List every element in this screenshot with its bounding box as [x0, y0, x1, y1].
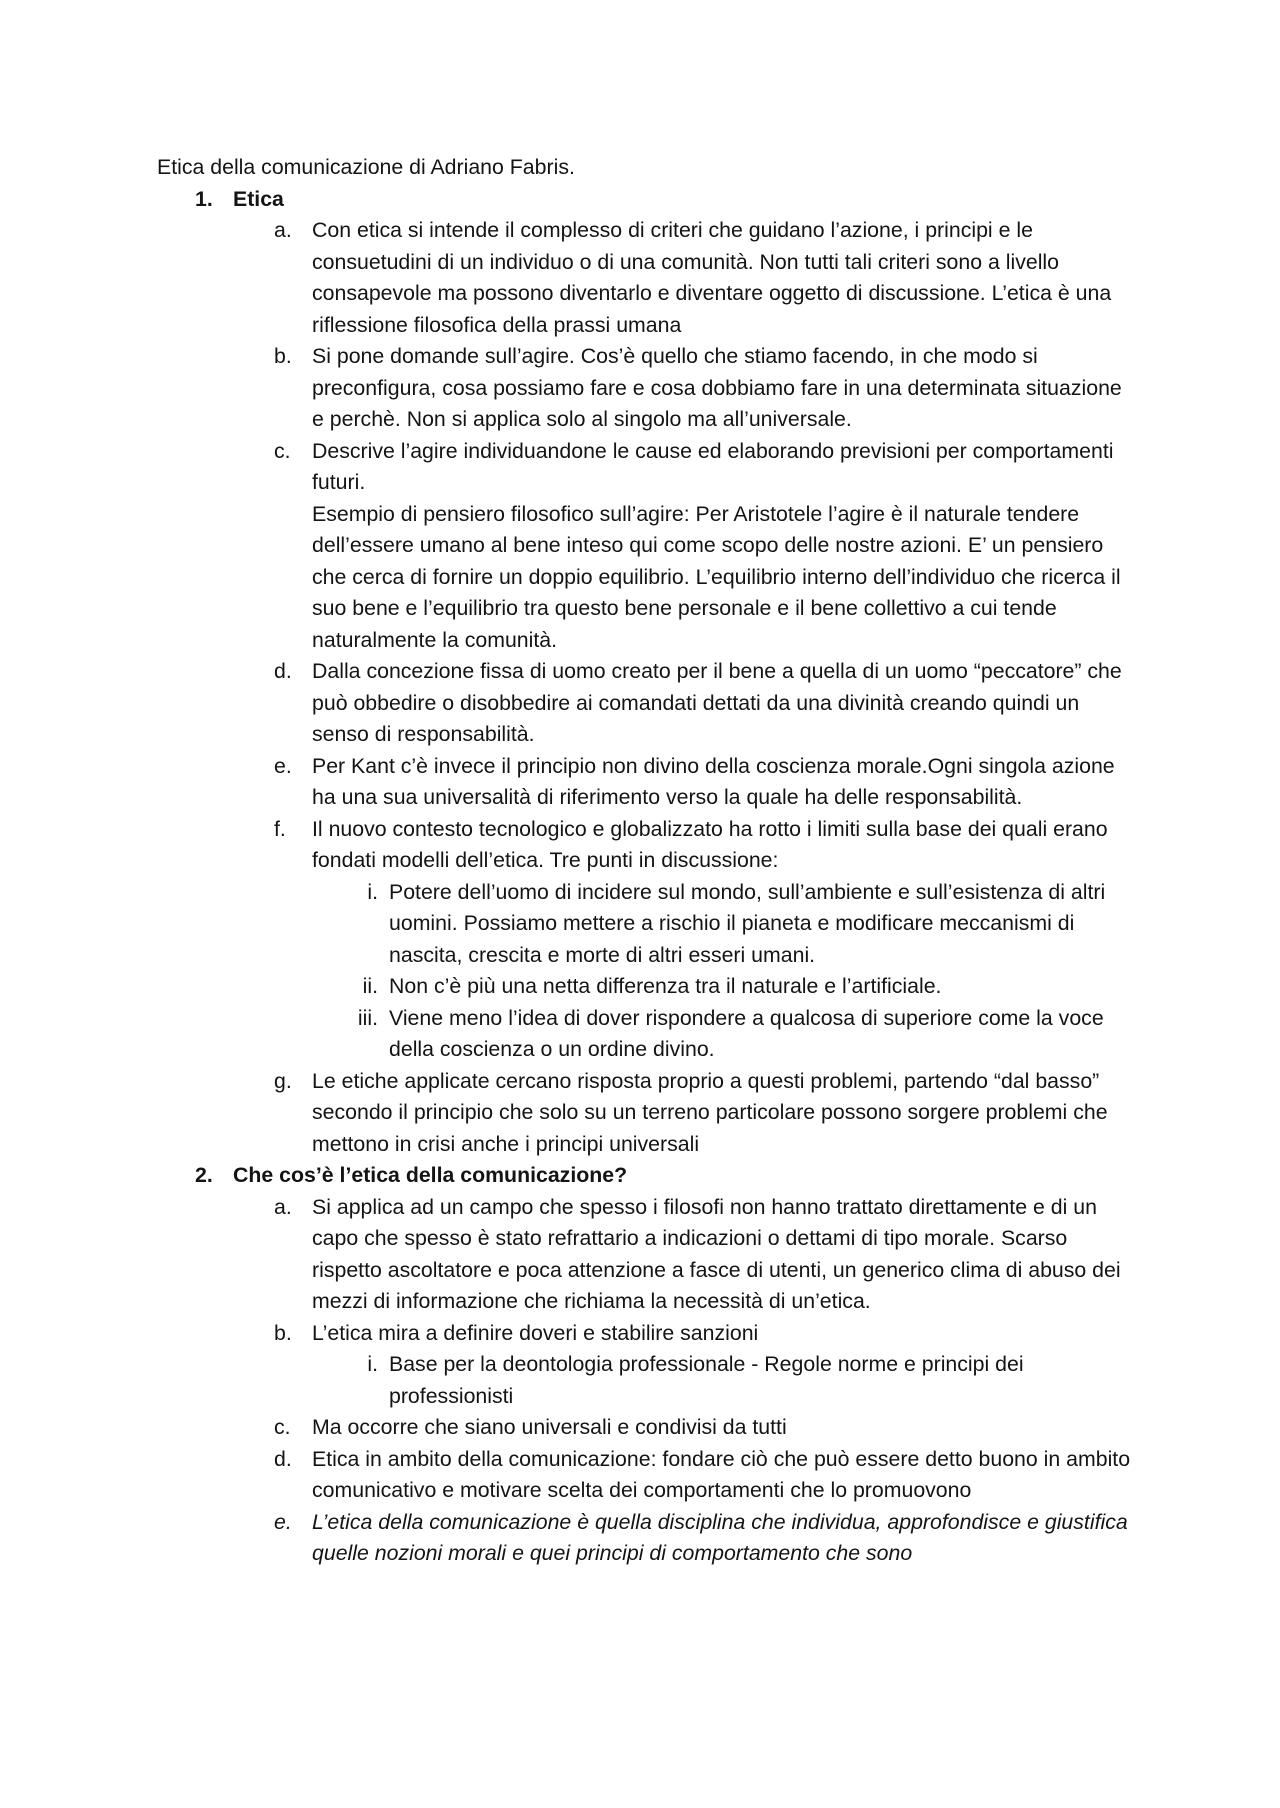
item-text: Ma occorre che siano universali e condivisi da tutti — [312, 1415, 787, 1439]
section-heading: Che cos’è l’etica della comunicazione? — [233, 1163, 628, 1187]
list-item — [157, 215, 1137, 341]
list-item — [157, 1507, 1137, 1570]
item-text: Per Kant c’è invece il principio non divino della coscienza morale.Ogni singola azione ha una sua universalità di riferimento verso la quale ha delle responsabilità. — [312, 753, 1115, 809]
document-title: Etica della comunicazione di Adriano Fabris. — [157, 155, 575, 179]
item-marker: c. — [274, 1415, 291, 1439]
section-heading: Etica — [233, 186, 284, 211]
item-text: Si pone domande sull’agire. Cos’è quello che stiamo facendo, in che modo si preconfigura, cosa possiamo fare e cosa dobbiamo fare in una determinata situazione e perchè. Non si applica solo al singolo ma all’universale. — [312, 344, 1122, 431]
item-text: Con etica si intende il complesso di criteri che guidano l’azione, i principi e le consuetudini di un individuo o di una comunità. Non tutti tali criteri sono a livello consapevole ma possono diventarlo e diventare oggetto di discussione. L’etica è una riflessione filosofica della prassi umana — [312, 218, 1112, 337]
item-text: Descrive l’agire individuandone le cause ed elaborando previsioni per comportamenti futuri. — [312, 438, 1114, 494]
list-item — [157, 751, 1137, 814]
list-item — [157, 436, 1137, 657]
list-item — [157, 1444, 1137, 1507]
sub-item-marker: ii. — [362, 974, 378, 998]
sub-item-marker: iii. — [357, 1005, 378, 1030]
sub-item-text: Potere dell’uomo di incidere sul mondo, sull’ambiente e sull’esistenza di altri uomini. Possiamo mettere a rischio il pianeta e modificare meccanismi di nascita, crescita e morte di altri esseri umani. — [389, 879, 1106, 967]
item-text: Si applica ad un campo che spesso i filosofi non hanno trattato direttamente e di un capo che spesso è stato refrattario a indicazioni o dettami di tipo morale. Scarso rispetto ascoltatore e poca attenzione a fasce di utenti, un generico clima di abuso dei mezzi di informazione che richiama la necessità di un’etica. — [312, 1194, 1121, 1313]
list-item — [157, 1412, 1137, 1444]
item-marker: c. — [274, 438, 291, 463]
section-etica-comunicazione — [157, 1160, 1137, 1570]
sub-item-text: Viene meno l’idea di dover rispondere a qualcosa di superiore come la voce della coscienza o un ordine divino. — [389, 1005, 1104, 1061]
document-content — [157, 152, 1137, 1570]
list-item — [157, 656, 1137, 751]
item-marker: a. — [274, 218, 292, 242]
section-list — [157, 184, 1137, 1570]
sub-item-marker: i. — [367, 879, 378, 904]
sub-item-list — [312, 1349, 1137, 1412]
item-marker: e. — [274, 753, 292, 778]
sub-item-list — [312, 877, 1137, 1066]
list-item — [157, 1192, 1137, 1318]
sub-item — [157, 1349, 1137, 1412]
list-item — [157, 1318, 1137, 1413]
item-marker: g. — [274, 1068, 292, 1093]
item-marker: d. — [274, 1446, 292, 1471]
sub-item — [157, 877, 1137, 972]
list-item — [157, 814, 1137, 1066]
item-marker: e. — [274, 1509, 292, 1534]
item-marker: d. — [274, 659, 292, 683]
sub-item-marker: i. — [367, 1352, 378, 1376]
item-text: Il nuovo contesto tecnologico e globalizzato ha rotto i limiti sulla base dei quali erano fondati modelli dell’etica. Tre punti in discussione: — [312, 816, 1108, 872]
list-item — [157, 341, 1137, 436]
item-list — [233, 215, 1137, 1160]
item-text: Le etiche applicate cercano risposta proprio a questi problemi, partendo “dal basso” secondo il principio che solo su un terreno particolare possono sorgere problemi che mettono in crisi anche i principi universali — [312, 1068, 1108, 1156]
item-marker: b. — [274, 1320, 292, 1345]
section-number: 1. — [195, 186, 213, 211]
list-item — [157, 1066, 1137, 1161]
item-text: L’etica della comunicazione è quella disciplina che individua, approfondisce e giustifica quelle nozioni morali e quei principi di comportamento che sono — [312, 1509, 1128, 1565]
item-marker: b. — [274, 344, 292, 368]
item-text: Etica in ambito della comunicazione: fondare ciò che può essere detto buono in ambito comunicativo e motivare scelta dei comportamenti che lo promuovono — [312, 1446, 1131, 1502]
sub-item-text: Base per la deontologia professionale - Regole norme e principi dei professionisti — [389, 1352, 1024, 1408]
section-number: 2. — [195, 1163, 213, 1187]
item-text: L’etica mira a definire doveri e stabilire sanzioni — [312, 1320, 759, 1345]
sub-item-text: Non c’è più una netta differenza tra il naturale e l’artificiale. — [389, 974, 942, 998]
item-text-continuation: Esempio di pensiero filosofico sull’agire: Per Aristotele l’agire è il naturale tendere dell’essere umano al bene inteso qui come scopo delle nostre azioni. E’ un pensiero che cerca di fornire un doppio equilibrio. L’equilibrio interno dell’individuo che ricerca il suo bene e l’equilibrio tra questo bene personale e il bene collettivo a cui tende naturalmente la comunità. — [312, 501, 1121, 652]
item-list — [233, 1192, 1137, 1570]
item-marker: f. — [274, 816, 286, 841]
item-marker: a. — [274, 1194, 292, 1219]
sub-item — [157, 1003, 1137, 1066]
item-text: Dalla concezione fissa di uomo creato per il bene a quella di un uomo “peccatore” che può obbedire o disobbedire ai comandati dettati da una divinità creando quindi un senso di responsabilità. — [312, 659, 1122, 746]
section-etica — [157, 184, 1137, 1161]
sub-item — [157, 971, 1137, 1003]
